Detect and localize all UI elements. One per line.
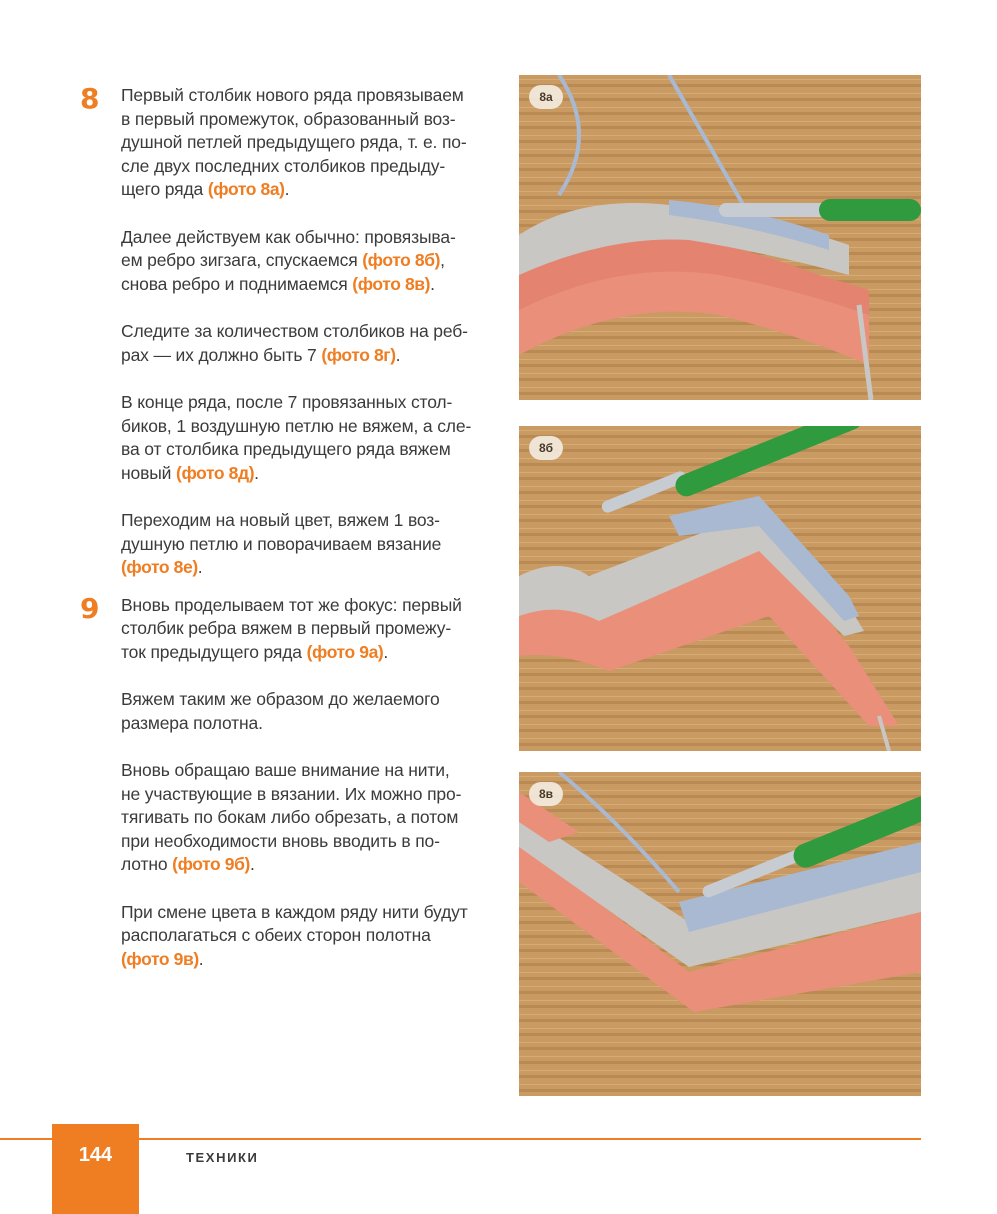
step-9 bbox=[80, 591, 500, 972]
photo-ref: (фото 8е) bbox=[121, 557, 198, 577]
photo-8a bbox=[519, 75, 921, 400]
paragraph: При смене цвета в каждом ряду нити будут располагаться с обеих сторон полотна (фото 9в). bbox=[121, 901, 468, 969]
photo-ref: (фото 8в) bbox=[352, 273, 431, 294]
paragraph: Переходим на новый цвет, вяжем 1 воз- душную петлю и поворачиваем вязание (фото 8е). bbox=[121, 510, 442, 577]
paragraph: Вновь проделываем тот же фокус: первый столбик ребра вяжем в первый промежу- ток предыдущего ряда (фото 9а). bbox=[121, 594, 462, 662]
crochet-photo-image bbox=[519, 75, 921, 400]
photo-ref: (фото 9б) bbox=[172, 854, 250, 874]
step-number: 8 bbox=[80, 82, 100, 115]
photo-label: 8а bbox=[529, 85, 563, 109]
paragraph: Вновь обращаю ваше внимание на нити, не участвующие в вязании. Их можно про- тягивать по бокам либо обрезать, а потом при необходимости вновь вводить в по- лотно (фото 9б). bbox=[121, 760, 462, 874]
crochet-photo-image bbox=[519, 426, 921, 751]
photo-ref: (фото 8б) bbox=[362, 250, 441, 270]
paragraph: В конце ряда, после 7 провязанных стол- биков, 1 воздушную петлю не вяжем, а сле- ва от столбика предыдущего ряда вяжем новый (фото 8д). bbox=[121, 392, 472, 483]
photo-ref: (фото 9а) bbox=[306, 641, 384, 662]
photo-ref: (фото 8г) bbox=[321, 344, 396, 365]
photo-8b bbox=[519, 426, 921, 751]
paragraph: Первый столбик нового ряда провязываем в первый промежуток, образованный воз- душной петлей предыдущего ряда, т. е. по- сле двух последних столбиков предыду- щего ряда (фото 8а). bbox=[121, 85, 467, 199]
photo-8v bbox=[519, 772, 921, 1096]
photo-ref: (фото 8д) bbox=[176, 462, 255, 483]
crochet-photo-image bbox=[519, 772, 921, 1096]
paragraph: Далее действуем как обычно: провязыва- ем ребро зигзага, спускаемся (фото 8б), снова ребро и поднимаемся (фото 8в). bbox=[121, 226, 456, 294]
photo-label: 8в bbox=[529, 782, 563, 806]
paragraph: Вяжем таким же образом до желаемого размера полотна. bbox=[121, 689, 440, 733]
photo-label: 8б bbox=[529, 436, 563, 460]
photo-ref: (фото 9в) bbox=[121, 948, 199, 969]
page-number-box bbox=[52, 1124, 139, 1214]
section-title: ТЕХНИКИ bbox=[186, 1150, 259, 1165]
step-number: 9 bbox=[80, 591, 100, 625]
photo-ref: (фото 8а) bbox=[207, 179, 285, 199]
step-8 bbox=[80, 84, 500, 580]
paragraph: Следите за количеством столбиков на реб- рах — их должно быть 7 (фото 8г). bbox=[121, 321, 468, 365]
page-number: 144 bbox=[78, 1144, 113, 1166]
text-column bbox=[80, 84, 500, 995]
